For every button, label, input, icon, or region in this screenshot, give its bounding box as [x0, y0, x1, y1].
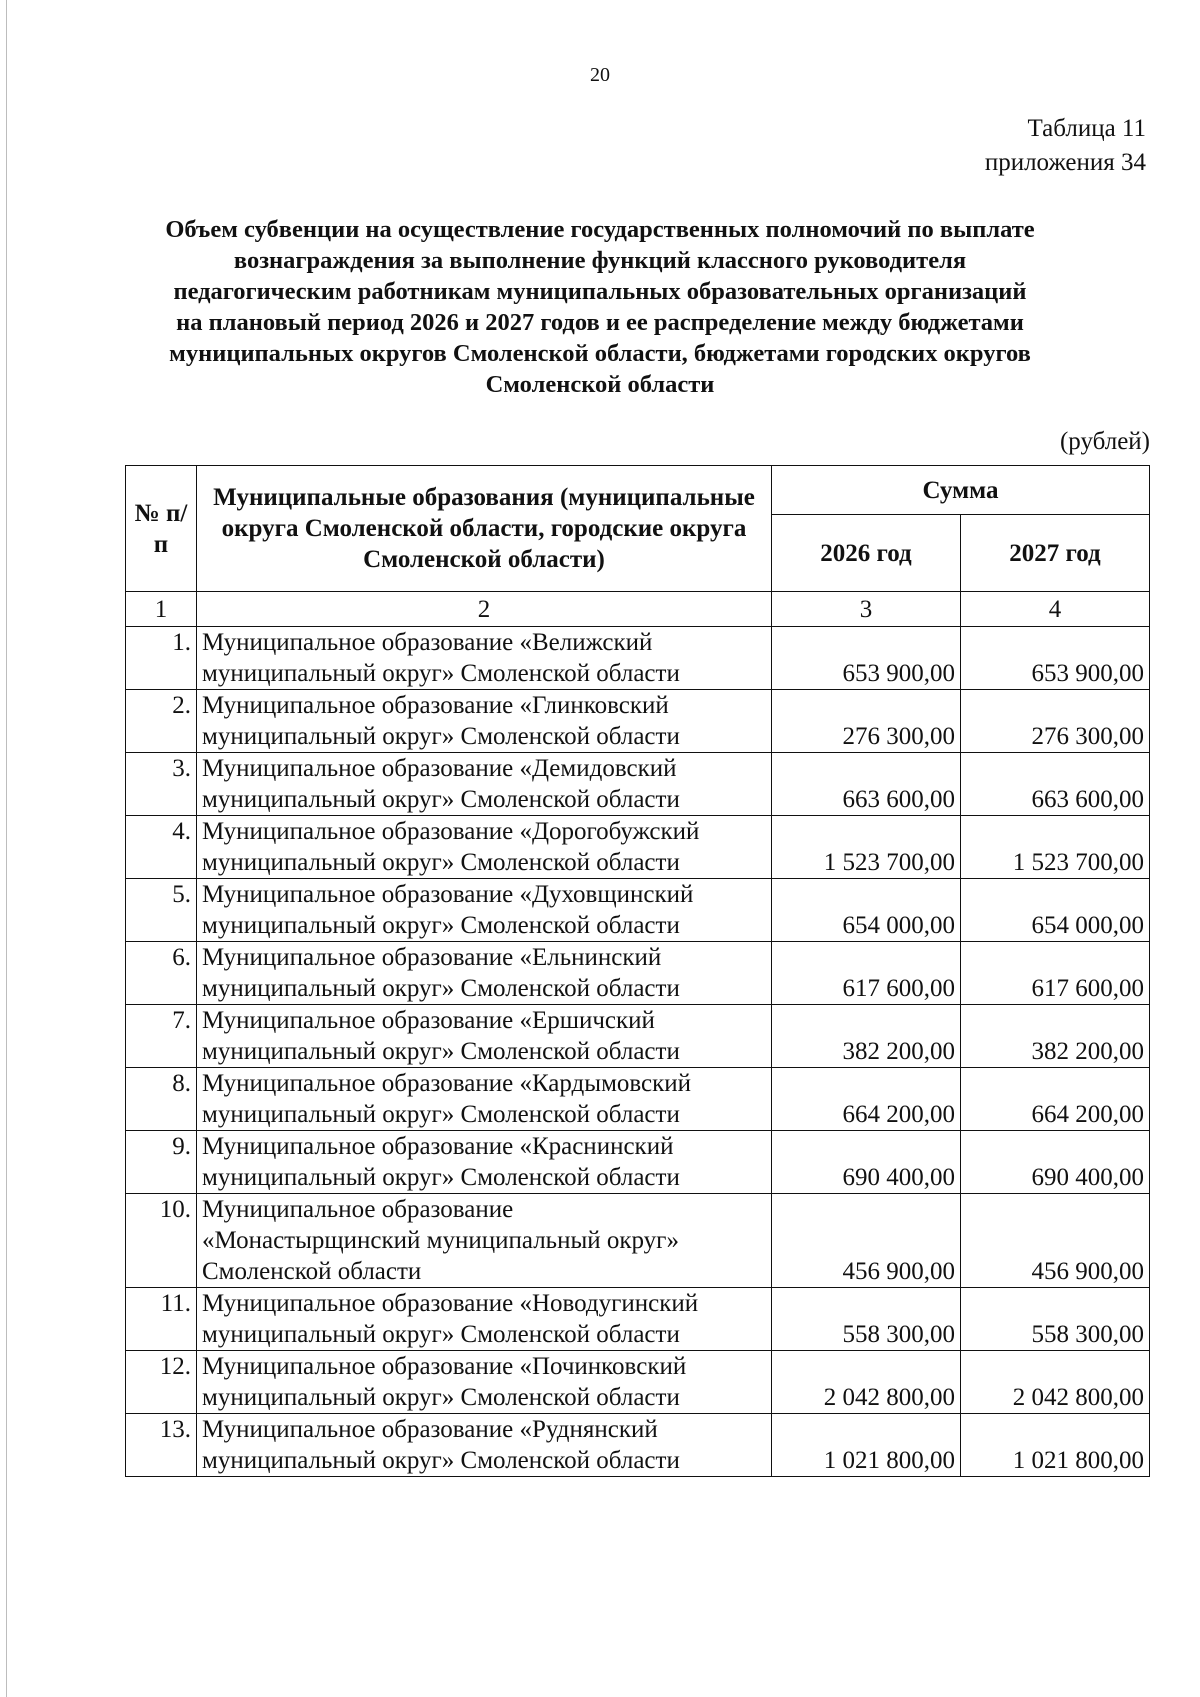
row-number: 3. [126, 753, 197, 816]
table-row [126, 753, 1150, 816]
amount-2026: 664 200,00 [772, 1068, 961, 1131]
municipality-name-line: Муниципальное образование [202, 1196, 514, 1223]
municipality-name-line: Муниципальное образование «Ельнинский [202, 944, 662, 971]
amount-2027: 558 300,00 [961, 1288, 1150, 1351]
amount-2026: 663 600,00 [772, 753, 961, 816]
row-number: 1. [126, 627, 197, 690]
header-municipality: Муниципальные образования (муниципальные округа Смоленской области, городские округа Смоленской области) [197, 466, 772, 592]
municipality-name-line: Муниципальное образование «Ершичский [202, 1007, 655, 1034]
row-number: 2. [126, 690, 197, 753]
row-number: 10. [126, 1194, 197, 1288]
municipality-name-line: «Монастырщинский муниципальный округ» [202, 1227, 679, 1254]
row-number: 8. [126, 1068, 197, 1131]
amount-2026: 1 523 700,00 [772, 816, 961, 879]
title-line: вознаграждения за выполнение функций классного руководителя [233, 247, 967, 274]
amount-2027: 654 000,00 [961, 879, 1150, 942]
row-number: 6. [126, 942, 197, 1005]
amount-2027: 456 900,00 [961, 1194, 1150, 1288]
municipality-name-line: муниципальный округ» Смоленской области [202, 1321, 680, 1348]
header-year-2027: 2027 год [961, 515, 1150, 592]
municipality-name-line: Муниципальное образование «Демидовский [202, 755, 677, 782]
municipality-name [197, 879, 772, 942]
table-row [126, 942, 1150, 1005]
municipality-name [197, 816, 772, 879]
amount-2027: 653 900,00 [961, 627, 1150, 690]
units-label: (рублей) [1059, 428, 1150, 455]
column-index: 4 [961, 592, 1150, 627]
municipality-name [197, 1414, 772, 1477]
title-line: Смоленской области [485, 371, 715, 398]
municipality-name-line: Смоленской области [202, 1258, 422, 1285]
amount-2027: 2 042 800,00 [961, 1351, 1150, 1414]
table-row [126, 1131, 1150, 1194]
municipality-name-line: Муниципальное образование «Руднянский [202, 1416, 658, 1443]
municipality-name-line: муниципальный округ» Смоленской области [202, 1384, 680, 1411]
municipality-name [197, 627, 772, 690]
municipality-name-line: Муниципальное образование «Велижский [202, 629, 653, 656]
title-line: на плановый период 2026 и 2027 годов и ее распределение между бюджетами [176, 309, 1024, 336]
column-index-row [126, 592, 1150, 627]
municipality-name [197, 1131, 772, 1194]
row-number: 4. [126, 816, 197, 879]
column-index: 1 [126, 592, 197, 627]
table-row [126, 1288, 1150, 1351]
municipality-name [197, 1194, 772, 1288]
municipality-name-line: Муниципальное образование «Краснинский [202, 1133, 674, 1160]
amount-2026: 456 900,00 [772, 1194, 961, 1288]
amount-2027: 276 300,00 [961, 690, 1150, 753]
amount-2026: 558 300,00 [772, 1288, 961, 1351]
column-index: 2 [197, 592, 772, 627]
table-reference-line-1: Таблица 11 [1027, 115, 1146, 142]
amount-2026: 1 021 800,00 [772, 1414, 961, 1477]
municipality-name-line: муниципальный округ» Смоленской области [202, 723, 680, 750]
amount-2027: 663 600,00 [961, 753, 1150, 816]
row-number: 12. [126, 1351, 197, 1414]
amount-2027: 617 600,00 [961, 942, 1150, 1005]
municipality-name [197, 1068, 772, 1131]
amount-2026: 653 900,00 [772, 627, 961, 690]
municipality-name-line: муниципальный округ» Смоленской области [202, 912, 680, 939]
municipality-name-line: муниципальный округ» Смоленской области [202, 975, 680, 1002]
subsidy-table [125, 465, 1150, 1477]
municipality-name-line: муниципальный округ» Смоленской области [202, 1101, 680, 1128]
municipality-name [197, 1351, 772, 1414]
municipality-name [197, 942, 772, 1005]
table-row [126, 879, 1150, 942]
table-reference [985, 112, 1146, 180]
municipality-name-line: Муниципальное образование «Починковский [202, 1353, 687, 1380]
table-body [126, 627, 1150, 1477]
header-year-2026: 2026 год [772, 515, 961, 592]
amount-2026: 617 600,00 [772, 942, 961, 1005]
binding-edge-line [6, 0, 7, 1697]
title-line: муниципальных округов Смоленской области, бюджетами городских округов [169, 340, 1031, 367]
municipality-name-line: муниципальный округ» Смоленской области [202, 786, 680, 813]
title-line: Объем субвенции на осуществление государственных полномочий по выплате [165, 216, 1035, 243]
table-reference-line-2: приложения 34 [984, 149, 1146, 176]
municipality-name-line: муниципальный округ» Смоленской области [202, 1038, 680, 1065]
municipality-name [197, 1005, 772, 1068]
municipality-name-line: муниципальный округ» Смоленской области [202, 1164, 680, 1191]
amount-2027: 690 400,00 [961, 1131, 1150, 1194]
page-number: 20 [590, 64, 610, 86]
municipality-name-line: Муниципальное образование «Дорогобужский [202, 818, 700, 845]
municipality-name-line: Муниципальное образование «Глинковский [202, 692, 669, 719]
amount-2026: 654 000,00 [772, 879, 961, 942]
amount-2026: 2 042 800,00 [772, 1351, 961, 1414]
table-row [126, 690, 1150, 753]
table-row [126, 1005, 1150, 1068]
row-number: 11. [126, 1288, 197, 1351]
municipality-name-line: Муниципальное образование «Кардымовский [202, 1070, 692, 1097]
table-row [126, 627, 1150, 690]
header-sum: Сумма [772, 466, 1150, 515]
amount-2027: 1 021 800,00 [961, 1414, 1150, 1477]
amount-2027: 1 523 700,00 [961, 816, 1150, 879]
amount-2027: 382 200,00 [961, 1005, 1150, 1068]
table-row [126, 1068, 1150, 1131]
municipality-name-line: муниципальный округ» Смоленской области [202, 849, 680, 876]
amount-2026: 690 400,00 [772, 1131, 961, 1194]
row-number: 9. [126, 1131, 197, 1194]
document-title [120, 214, 1080, 400]
municipality-name [197, 753, 772, 816]
table-row [126, 1194, 1150, 1288]
municipality-name-line: Муниципальное образование «Новодугинский [202, 1290, 699, 1317]
municipality-name [197, 1288, 772, 1351]
table-row [126, 1351, 1150, 1414]
table-row [126, 1414, 1150, 1477]
row-number: 13. [126, 1414, 197, 1477]
title-line: педагогическим работникам муниципальных образовательных организаций [173, 278, 1027, 305]
municipality-name-line: Муниципальное образование «Духовщинский [202, 881, 694, 908]
municipality-name-line: муниципальный округ» Смоленской области [202, 660, 680, 687]
amount-2026: 382 200,00 [772, 1005, 961, 1068]
municipality-name-line: муниципальный округ» Смоленской области [202, 1447, 680, 1474]
header-number: № п/п [126, 466, 197, 592]
row-number: 7. [126, 1005, 197, 1068]
municipality-name [197, 690, 772, 753]
column-index: 3 [772, 592, 961, 627]
row-number: 5. [126, 879, 197, 942]
amount-2027: 664 200,00 [961, 1068, 1150, 1131]
table-header-row [126, 466, 1150, 515]
amount-2026: 276 300,00 [772, 690, 961, 753]
table-row [126, 816, 1150, 879]
